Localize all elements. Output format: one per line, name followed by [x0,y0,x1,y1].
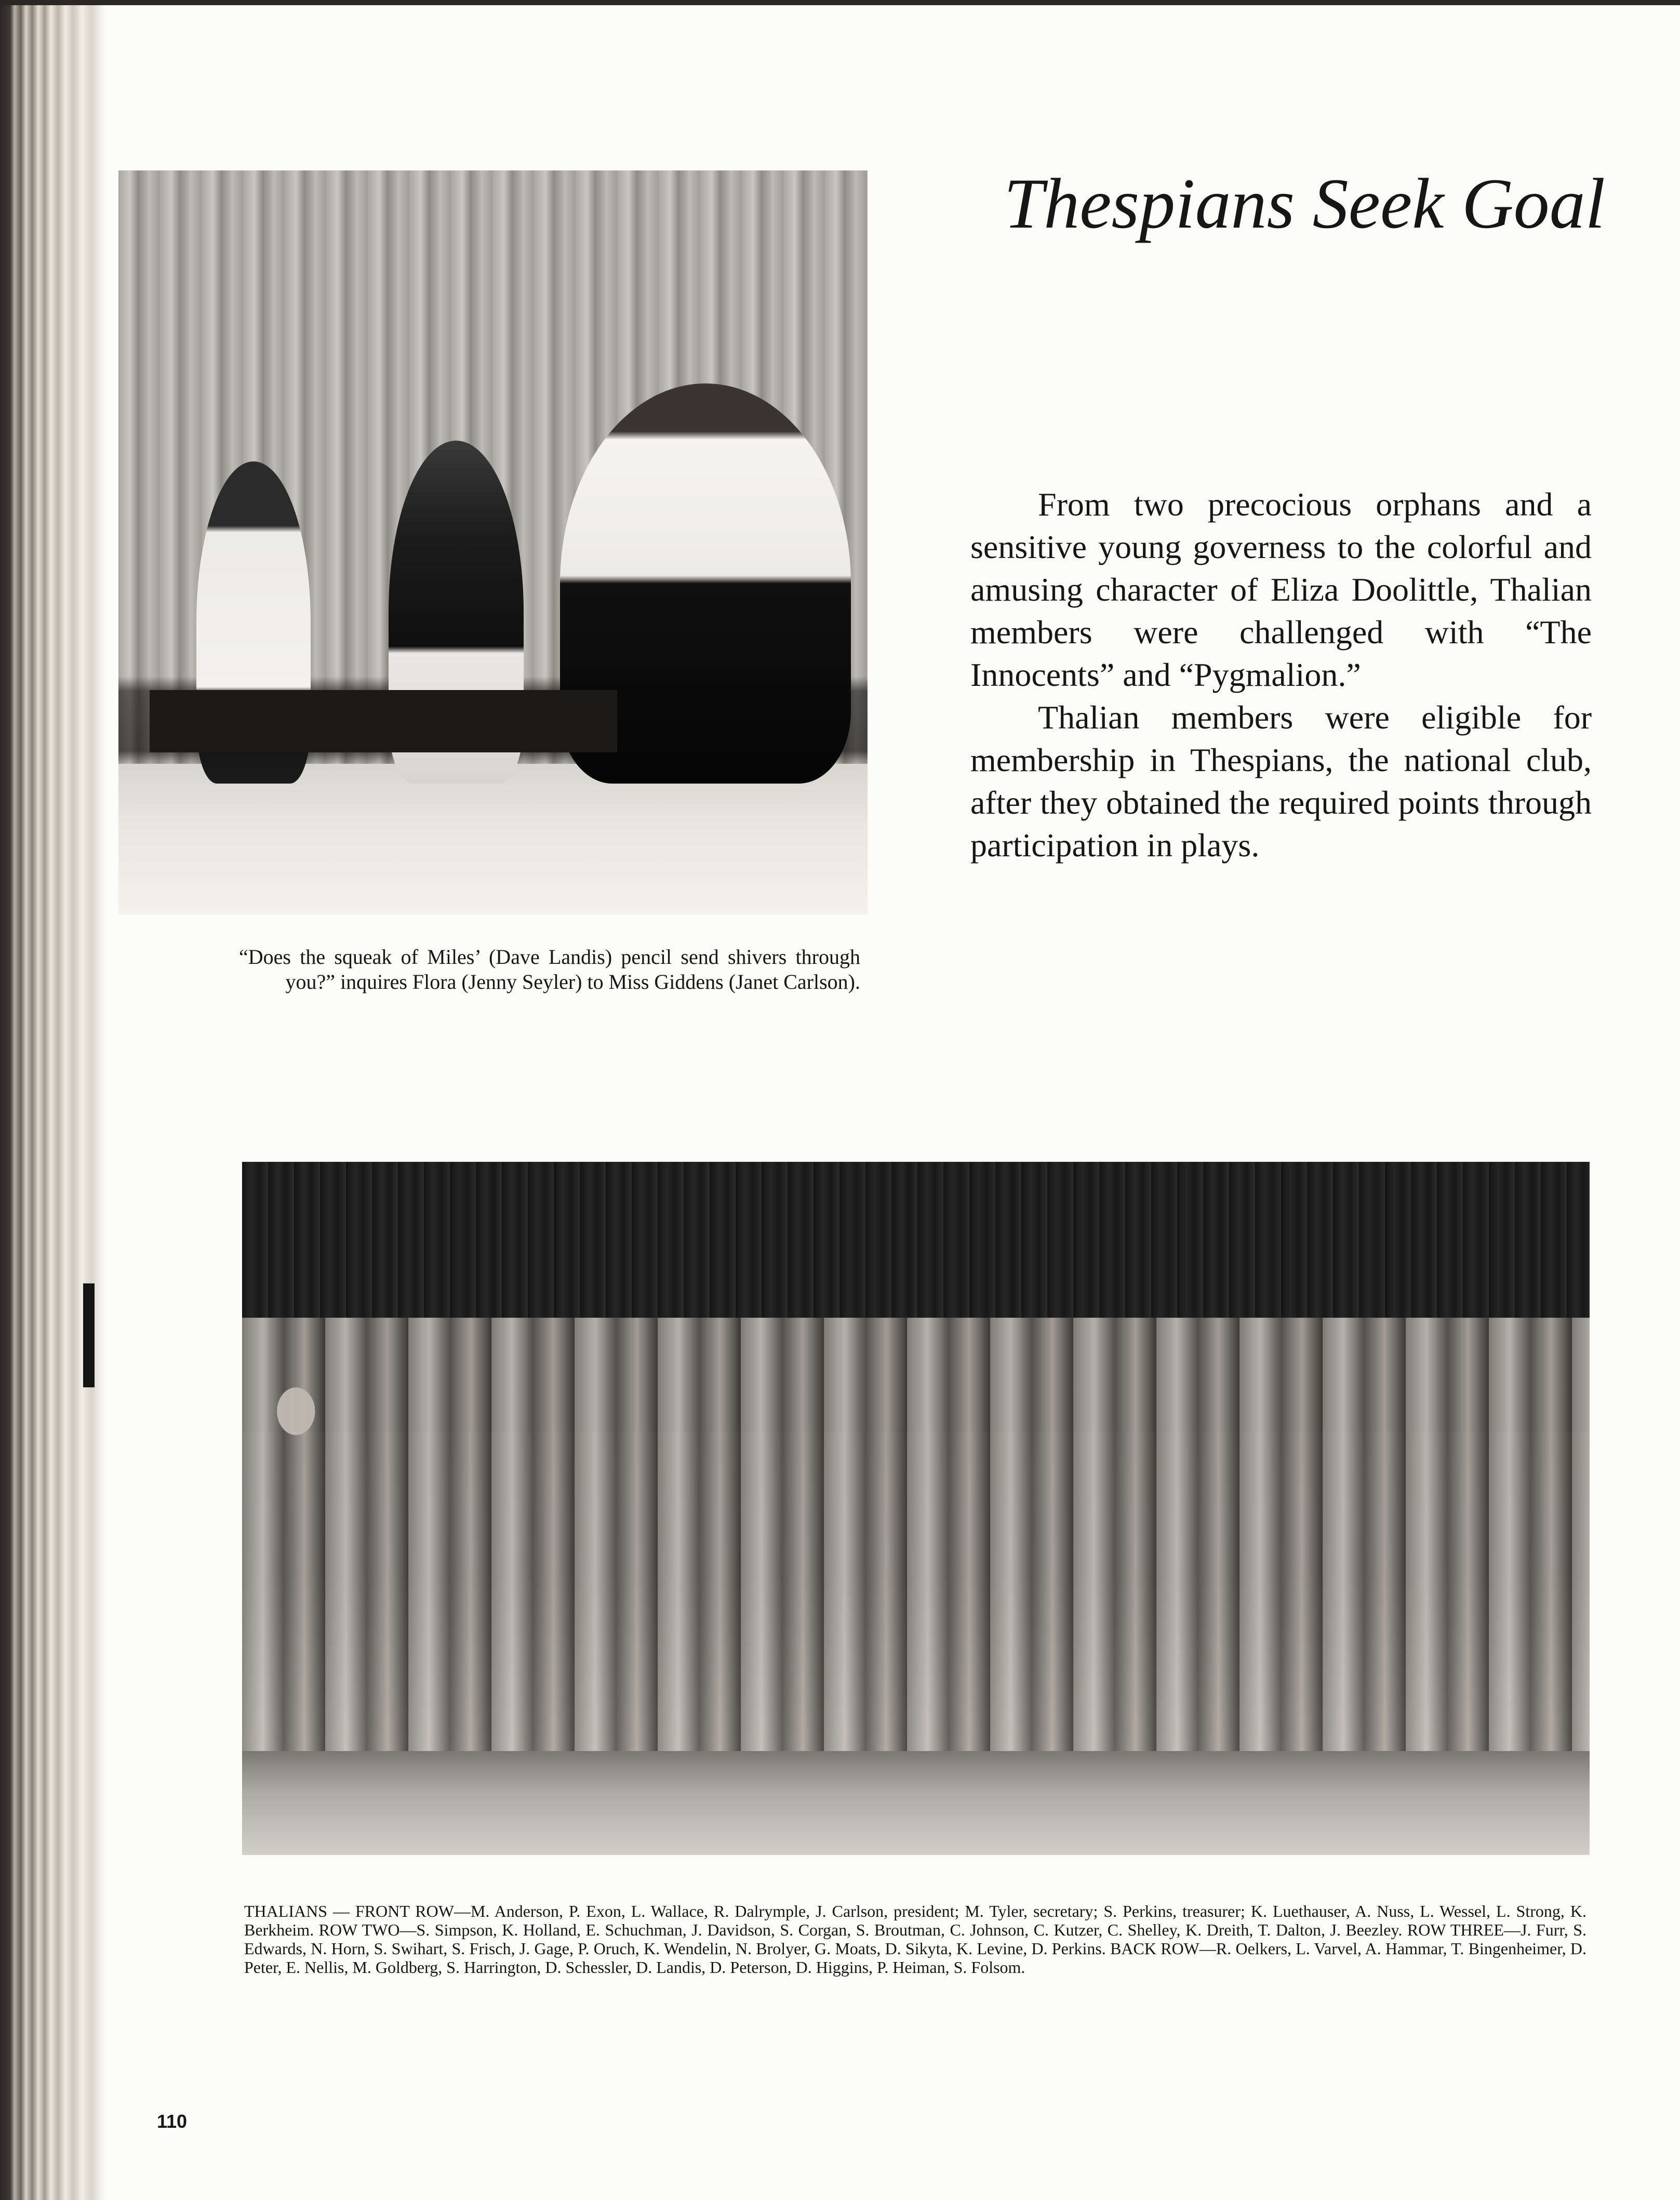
article-body [970,483,1592,867]
group-photo-caption: THALIANS — FRONT ROW—M. Anderson, P. Exon, L. Wallace, R. Dalrymple, J. Carlson, president; M. Tyler, secretary; S. Perkins, treasurer; K. Luethauser, A. Nuss, L. Wessel, L. Strong, K. Berkheim. ROW TWO—S. Simpson, K. Holland, E. Schuchman, J. Davidson, S. Corgan, S. Broutman, C. Johnson, C. Kutzer, C. Shelley, K. Dreith, T. Dalton, J. Beezley. ROW THREE—J. Furr, S. Edwards, N. Horn, S. Swihart, S. Frisch, J. Gage, P. Oruch, K. Wendelin, N. Brolyer, G. Moats, D. Sikyta, K. Levine, D. Perkins. BACK ROW—R. Oelkers, L. Varvel, A. Hammar, T. Bingenheimer, D. Peter, E. Nellis, M. Goldberg, S. Harrington, D. Schessler, D. Landis, D. Peterson, D. Higgins, P. Heiman, S. Folsom. [244,1902,1586,1977]
article-paragraph: From two precocious orphans and a sensitive young governess to the colorful and amusing character of Eliza Doolittle, Thalian members were challenged with “The Innocents” and “Pygmalion.” [970,486,1592,693]
book-binding [0,0,106,2200]
group-members [242,1318,1590,1785]
article-paragraph: Thalian members were eligible for membership in Thespians, the national club, after they obtained the required points through participation in plays. [970,699,1592,864]
bench [150,690,617,752]
page-top-edge [0,0,1680,5]
page-number: 110 [157,2111,188,2132]
stage-floor [118,764,868,915]
group-photo [242,1162,1590,1855]
page-title: Thespians Seek Goal [1004,164,1605,243]
binding-tab [83,1283,95,1387]
stage-floor [242,1751,1590,1855]
play-photo-caption: “Does the squeak of Miles’ (Dave Landis) pencil send shivers through you?” inquires Flora (Jenny Seyler) to Miss Giddens (Janet Carlson). [239,945,860,993]
play-scene-photo [118,170,868,915]
